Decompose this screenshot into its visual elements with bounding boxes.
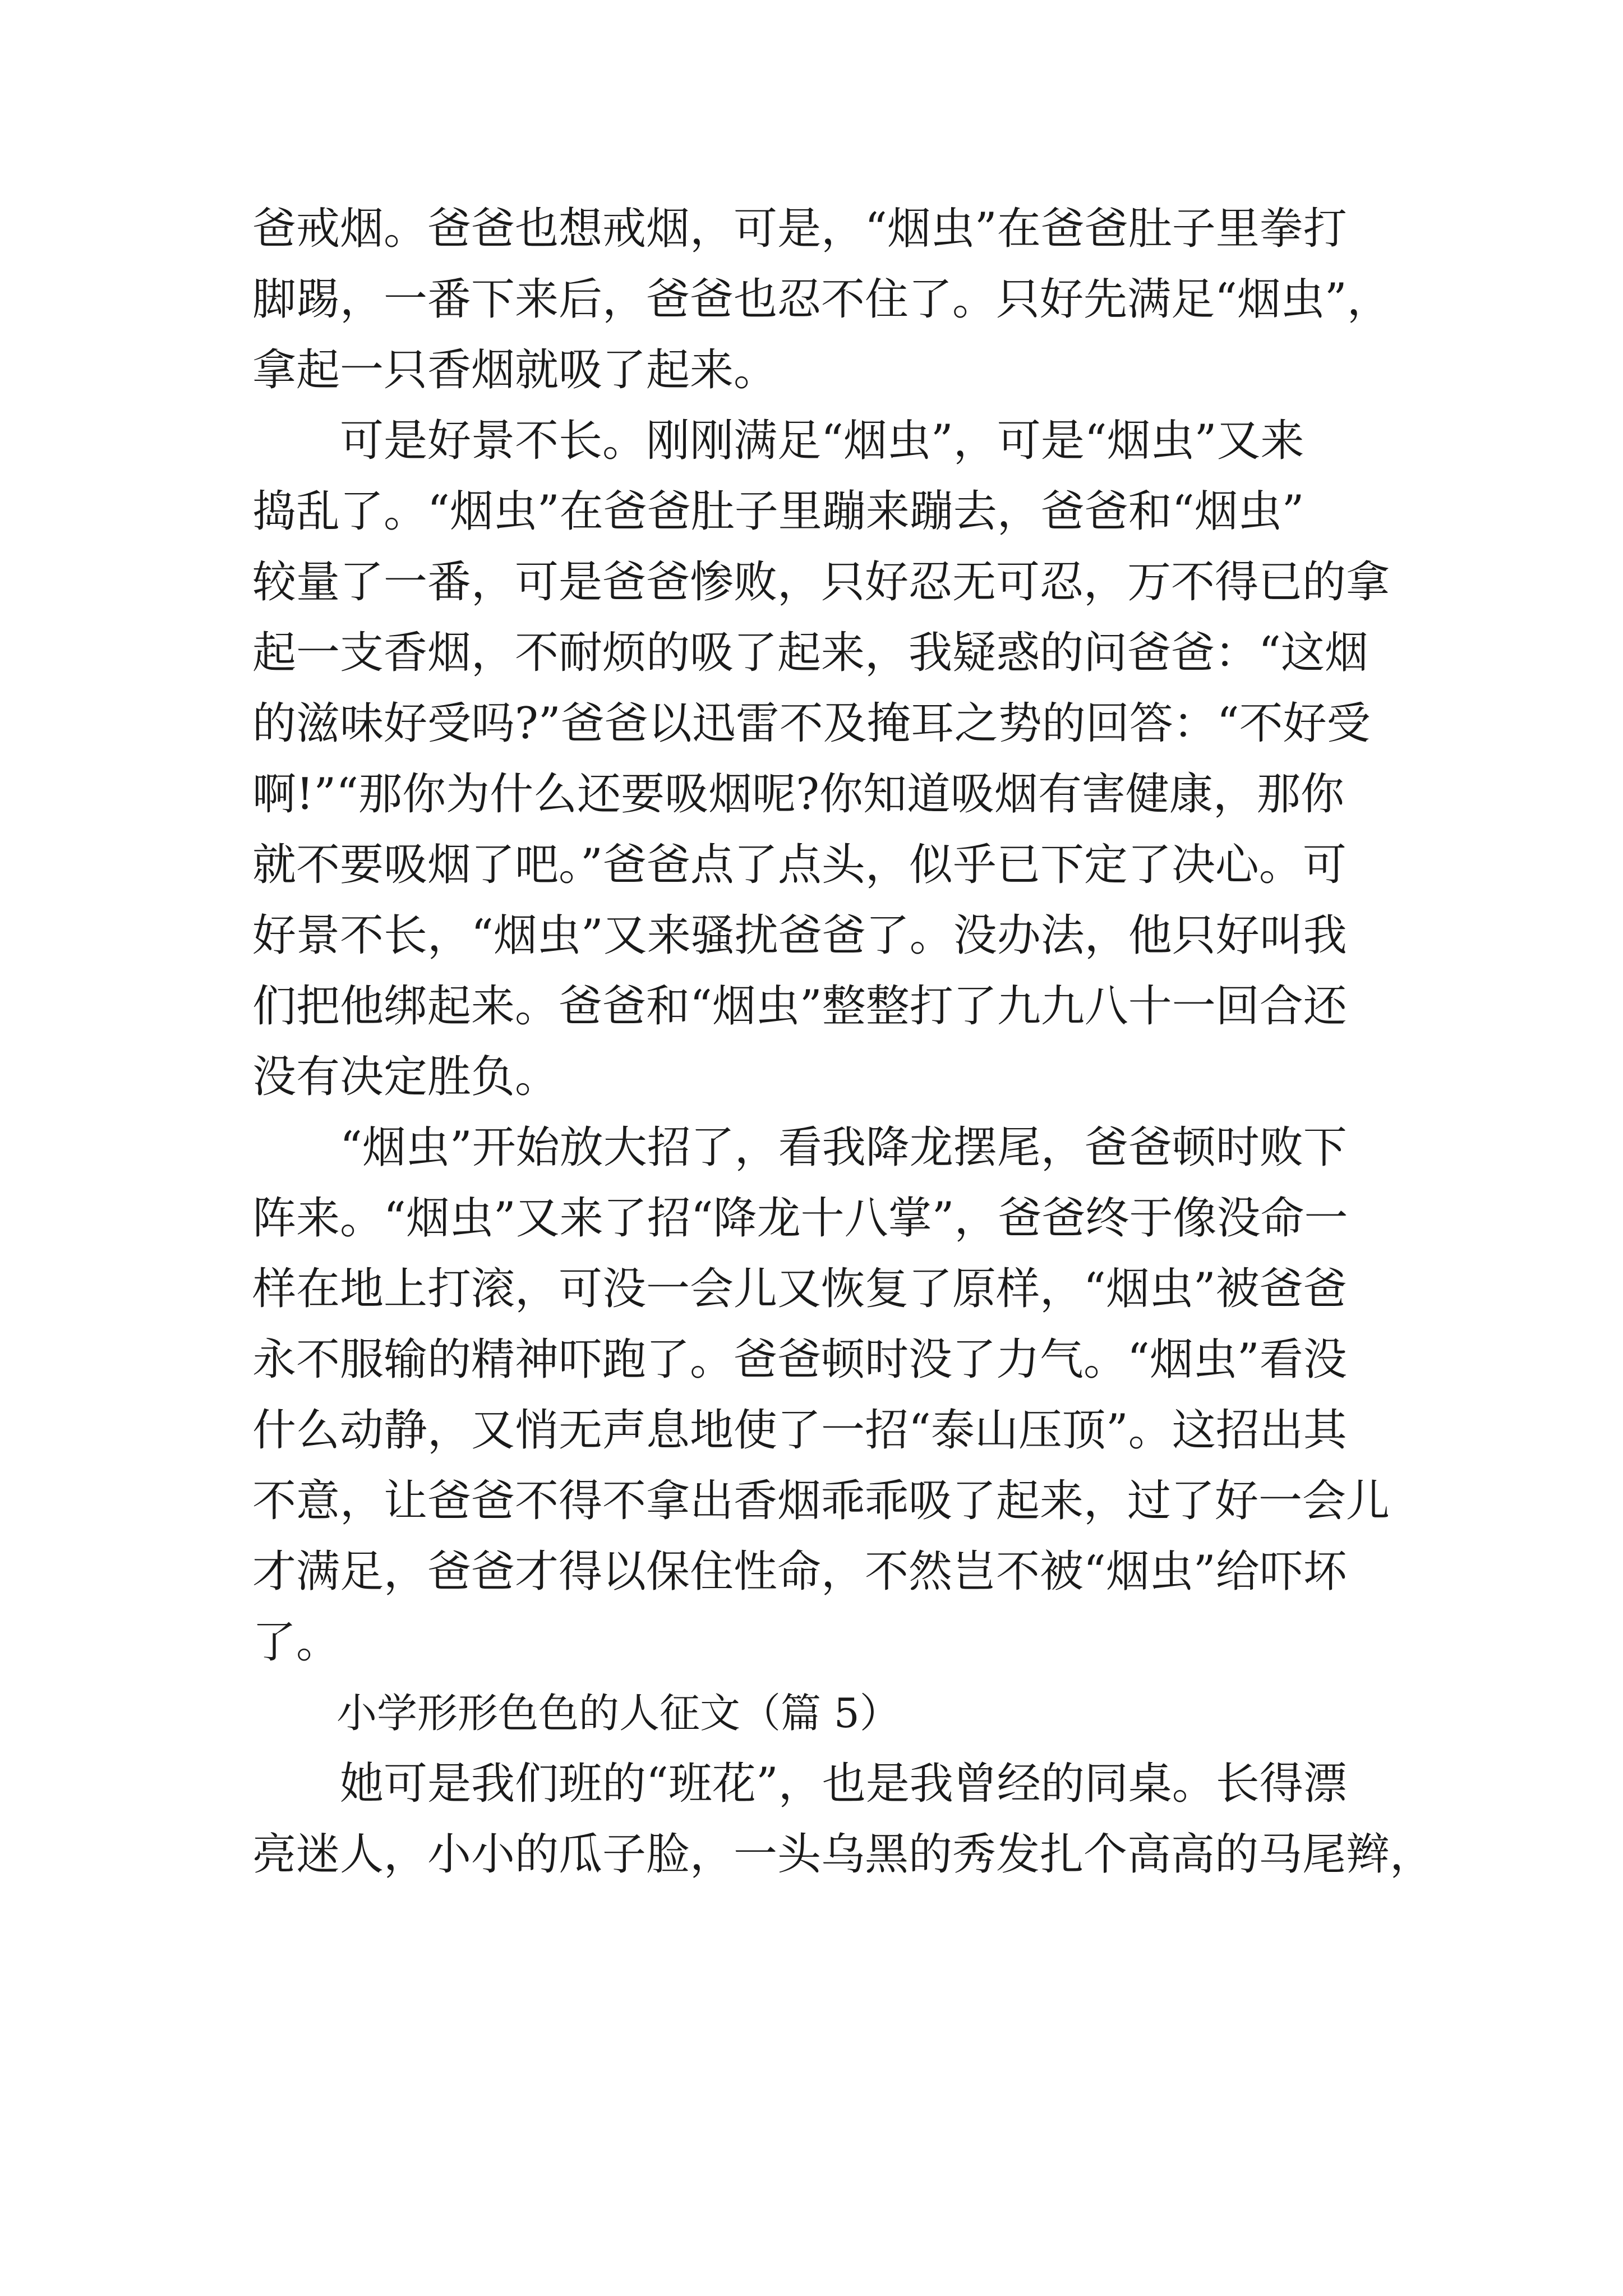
text-line: 拿起一只香烟就吸了起来。 bbox=[252, 345, 778, 395]
text-line: “烟虫”开始放大招了，看我降龙摆尾，爸爸顿时败下 bbox=[340, 1122, 1347, 1173]
paragraph-2 bbox=[252, 406, 1402, 1112]
text-line: 们把他绑起来。爸爸和“烟虫”整整打了九九八十一回合还 bbox=[252, 981, 1347, 1032]
text-line: 她可是我们班的“班花”，也是我曾经的同桌。长得漂 bbox=[340, 1759, 1347, 1809]
paragraph-3 bbox=[252, 1112, 1402, 1678]
text-line: 样在地上打滚，可没一会儿又恢复了原样，“烟虫”被爸爸 bbox=[252, 1264, 1347, 1314]
text-line: 啊!”“那你为什么还要吸烟呢?你知道吸烟有害健康，那你 bbox=[252, 769, 1344, 820]
text-line: 不意，让爸爸不得不拿出香烟乖乖吸了起来，过了好一会儿 bbox=[252, 1476, 1390, 1526]
text-line: 阵来。“烟虫”又来了招“降龙十八掌”，爸爸终于像没命一 bbox=[252, 1193, 1348, 1244]
text-line: 了。 bbox=[252, 1617, 340, 1668]
text-line: 才满足，爸爸才得以保住性命，不然岂不被“烟虫”给吓坏 bbox=[252, 1547, 1347, 1597]
text-line: 较量了一番，可是爸爸惨败，只好忍无可忍，万不得已的拿 bbox=[252, 557, 1390, 608]
text-line: 就不要吸烟了吧。”爸爸点了点头，似乎已下定了决心。可 bbox=[252, 840, 1347, 890]
document-body bbox=[252, 194, 1434, 1890]
section-heading: 小学形形色色的人征文（篇 5） bbox=[336, 1690, 900, 1737]
text-line: 可是好景不长。刚刚满足“烟虫”，可是“烟虫”又来 bbox=[340, 416, 1304, 466]
text-line: 亮迷人，小小的瓜子脸，一头乌黑的秀发扎个高高的马尾辫， bbox=[252, 1829, 1434, 1880]
text-line: 没有决定胜负。 bbox=[252, 1052, 559, 1102]
paragraph-1 bbox=[252, 194, 1402, 406]
text-line: 什么动静，又悄无声息地使了一招“泰山压顶”。这招出其 bbox=[252, 1405, 1347, 1456]
text-line: 的滋味好受吗?”爸爸以迅雷不及掩耳之势的回答：“不好受 bbox=[252, 698, 1371, 749]
text-line: 永不服输的精神吓跑了。爸爸顿时没了力气。“烟虫”看没 bbox=[252, 1335, 1347, 1385]
paragraph-4 bbox=[252, 1749, 1434, 1890]
text-line: 起一支香烟，不耐烦的吸了起来，我疑惑的问爸爸：“这烟 bbox=[252, 628, 1368, 678]
text-line: 爸戒烟。爸爸也想戒烟，可是，“烟虫”在爸爸肚子里拳打 bbox=[252, 204, 1347, 254]
text-line: 脚踢，一番下来后，爸爸也忍不住了。只好先满足“烟虫”， bbox=[252, 274, 1391, 325]
text-line: 好景不长，“烟虫”又来骚扰爸爸了。没办法，他只好叫我 bbox=[252, 910, 1347, 961]
text-line: 捣乱了。“烟虫”在爸爸肚子里蹦来蹦去，爸爸和“烟虫” bbox=[252, 486, 1304, 537]
